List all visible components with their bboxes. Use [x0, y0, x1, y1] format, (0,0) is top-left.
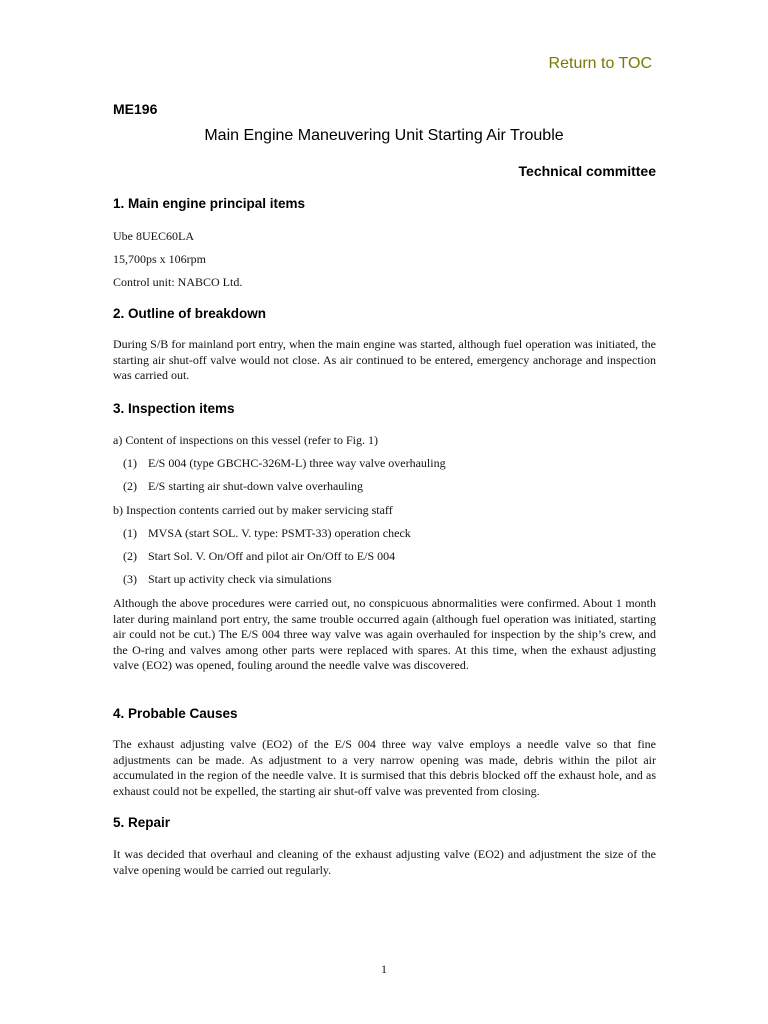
list-item-text: E/S starting air shut-down valve overhauling — [148, 479, 363, 493]
causes-paragraph: The exhaust adjusting valve (EO2) of the E/S 004 three way valve employs a needle valve so that fine adjustments can be made. As adjustment to a very narrow opening was made, debris within the pilot air accumulated in the region of the needle valve. It is surmised that this debris blocked off the exhaust hole, and as exhaust could not be expelled, the starting air shut-off valve was prevented from closing. — [113, 737, 656, 798]
list-item — [123, 549, 395, 564]
section-heading-repair: 5. Repair — [113, 815, 171, 830]
committee-label: Technical committee — [518, 163, 656, 179]
list-item-text: Start up activity check via simulations — [148, 572, 332, 586]
engine-output: 15,700ps x 106rpm — [113, 252, 206, 266]
list-item-number: (1) — [123, 526, 137, 540]
list-item-number: (2) — [123, 549, 137, 563]
section-heading-probable-causes: 4. Probable Causes — [113, 706, 238, 721]
list-item-text: MVSA (start SOL. V. type: PSMT-33) operation check — [148, 526, 411, 540]
document-id: ME196 — [113, 101, 158, 117]
breakdown-paragraph: During S/B for mainland port entry, when the main engine was started, although fuel operation was initiated, the starting air shut-off valve would not close. As air continued to be entered, emergency anchorage and inspection was carried out. — [113, 337, 656, 382]
list-item — [123, 526, 411, 541]
control-unit: Control unit: NABCO Ltd. — [113, 275, 243, 289]
engine-model: Ube 8UEC60LA — [113, 229, 194, 243]
return-to-toc-link[interactable]: Return to TOC — [548, 55, 652, 72]
list-item-text: E/S 004 (type GBCHC-326M-L) three way valve overhauling — [148, 456, 446, 470]
list-item — [123, 456, 446, 471]
page-number: 1 — [381, 962, 387, 976]
list-item-text: Start Sol. V. On/Off and pilot air On/Off to E/S 004 — [148, 549, 396, 563]
list-item-number: (3) — [123, 572, 137, 586]
section-heading-principal-items: 1. Main engine principal items — [113, 196, 306, 211]
section-heading-inspection: 3. Inspection items — [113, 401, 235, 416]
list-item — [123, 479, 363, 494]
repair-paragraph: It was decided that overhaul and cleaning of the exhaust adjusting valve (EO2) and adjustment the size of the valve opening would be carried out regularly. — [113, 847, 656, 877]
inspection-b-label: b) Inspection contents carried out by maker servicing staff — [113, 503, 393, 517]
list-item — [123, 572, 332, 587]
list-item-number: (1) — [123, 456, 137, 470]
inspection-a-label: a) Content of inspections on this vessel (refer to Fig. 1) — [113, 433, 378, 447]
list-item-number: (2) — [123, 479, 137, 493]
document-title: Main Engine Maneuvering Unit Starting Air Trouble — [204, 127, 564, 144]
section-heading-breakdown: 2. Outline of breakdown — [113, 306, 267, 321]
inspection-paragraph: Although the above procedures were carried out, no conspicuous abnormalities were confirmed. About 1 month later during mainland port entry, the same trouble occurred again (although fuel operation was initiated, starting air could not be cut.) The E/S 004 three way valve was again overhauled for inspection by the ship’s crew, and the O-ring and valves among other parts were replaced with spares. At this time, when the exhaust adjusting valve (EO2) was opened, fouling around the needle valve was discovered. — [113, 596, 656, 672]
